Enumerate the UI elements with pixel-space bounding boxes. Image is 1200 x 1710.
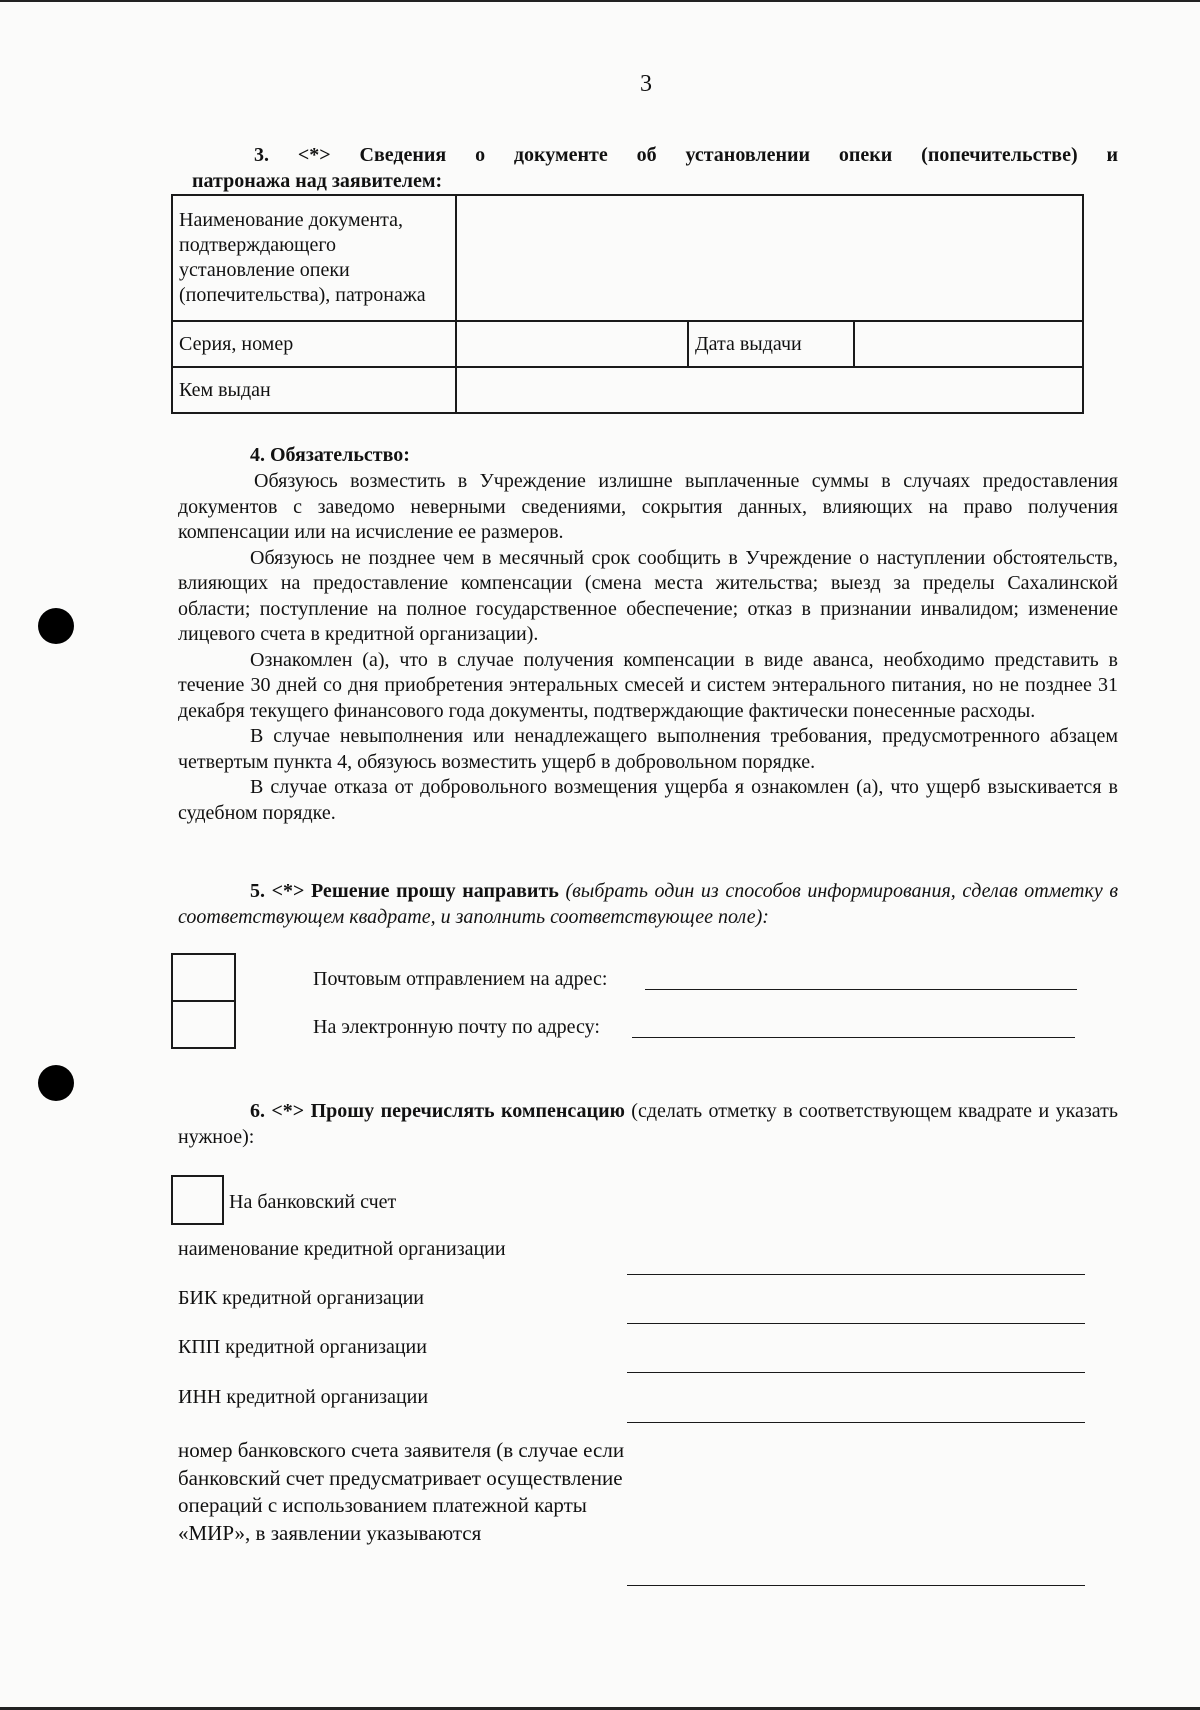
section3-heading-line1: 3. <*> Сведения о документе об установлении опеки (попечительстве) и	[254, 144, 1118, 166]
kpp-field[interactable]	[627, 1372, 1085, 1373]
post-option-label: Почтовым отправлением на адрес:	[313, 968, 608, 990]
section3-heading	[178, 143, 1118, 169]
bik-field[interactable]	[627, 1323, 1085, 1324]
inn-field[interactable]	[627, 1422, 1085, 1423]
series-number-field[interactable]	[456, 321, 688, 367]
email-address-field[interactable]	[632, 1037, 1075, 1038]
section5-heading-bold: 5. <*> Решение прошу направить	[250, 880, 559, 902]
bank-account-checkbox[interactable]	[171, 1175, 224, 1225]
section6-heading-bold: 6. <*> Прошу перечислять компенсацию	[250, 1100, 625, 1122]
issue-date-label: Дата выдачи	[688, 321, 854, 367]
obligation-paragraph-2: Обязуюсь не позднее чем в месячный срок сообщить в Учреждение о наступлении обстоятельств, влияющих на предоставление компенсации (смена места жительства; выезд за пределы Сахалинской области; поступление на полное государственное обеспечение; отказ в признании инвалидом; изменение лицевого счета в кредитной организации).	[178, 546, 1118, 645]
issued-by-label: Кем выдан	[172, 367, 456, 413]
page-number: 3	[640, 71, 652, 97]
guardianship-document-table	[171, 194, 1084, 414]
obligation-paragraph-5: В случае отказа от добровольного возмещения ущерба я ознакомлен (а), что ущерб взыскивается в судебном порядке.	[178, 776, 1118, 824]
obligation-paragraph-1: Обязуюсь возместить в Учреждение излишне выплаченные суммы в случаях предоставления документов с заведомо неверными сведениями, сокрытия данных, влияющих на право получения компенсации или на исчисление ее размеров.	[178, 470, 1118, 543]
inn-label: ИНН кредитной организации	[178, 1386, 429, 1408]
issued-by-field[interactable]	[456, 367, 1083, 413]
issue-date-field[interactable]	[854, 321, 1083, 367]
bik-label: БИК кредитной организации	[178, 1287, 424, 1309]
post-option-checkbox[interactable]	[171, 953, 236, 1002]
section5-heading	[178, 879, 1118, 930]
obligation-paragraph-3: Ознакомлен (а), что в случае получения компенсации в виде аванса, необходимо представить в течение 30 дней со дня приобретения энтеральных смесей и систем энтерального питания, но не позднее 31 декабря текущего финансового года документы, подтверждающие фактически понесенные расходы.	[178, 648, 1118, 722]
obligation-paragraph-4: В случае невыполнения или ненадлежащего выполнения требования, предусмотренного абзацем четвертым пункта 4, обязуюсь возместить ущерб в добровольном порядке.	[178, 725, 1118, 773]
email-option-checkbox[interactable]	[171, 1000, 236, 1049]
section3-heading-cont	[192, 169, 1132, 195]
doc-name-field[interactable]	[456, 195, 1083, 321]
section4-heading: 4. Обязательство:	[250, 444, 410, 466]
section5-heading-italic: (выбрать один из способов информирования, сделав отметку в соответствующем квадрате, и заполнить соответствующее поле):	[178, 880, 1119, 928]
punch-hole-top	[38, 608, 74, 644]
account-number-field[interactable]	[627, 1585, 1085, 1586]
doc-name-label: Наименование документа, подтверждающего установление опеки (попечительства), патронажа	[172, 195, 456, 321]
bank-name-label: наименование кредитной организации	[178, 1238, 506, 1260]
section6-heading-rest: (сделать отметку в соответствующем квадрате и указать нужное):	[178, 1100, 1118, 1148]
account-number-label: номер банковского счета заявителя (в случае если банковский счет предусматривает осуществление операций с использованием платежной карты «МИР», в заявлении указываются	[178, 1438, 625, 1545]
punch-hole-bottom	[38, 1065, 74, 1101]
email-option-label: На электронную почту по адресу:	[313, 1016, 600, 1038]
section4-body	[178, 469, 1118, 826]
series-number-label: Серия, номер	[172, 321, 456, 367]
section6-heading	[178, 1099, 1118, 1150]
bank-account-option-label: На банковский счет	[229, 1191, 397, 1213]
section3-heading-line2: патронажа над заявителем:	[192, 170, 443, 192]
kpp-label: КПП кредитной организации	[178, 1336, 427, 1358]
post-address-field[interactable]	[645, 989, 1077, 990]
bank-name-field[interactable]	[627, 1274, 1085, 1275]
